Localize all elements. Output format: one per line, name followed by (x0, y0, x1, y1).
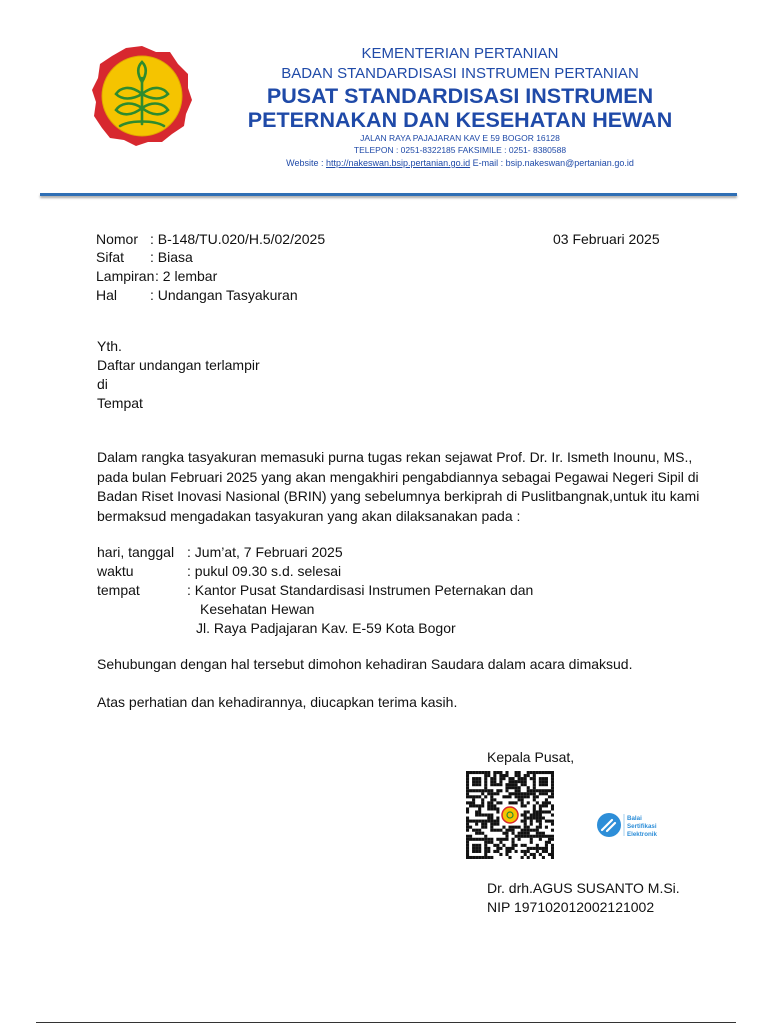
hal-label: Hal (96, 287, 118, 303)
contact-line (200, 158, 720, 168)
center-name-line1: PUSAT STANDARDISASI INSTRUMEN (266, 84, 654, 108)
email: E-mail : bsip.nakeswan@pertanian.go.id (470, 158, 634, 168)
header-divider (40, 193, 737, 196)
event-time-label: waktu (97, 563, 134, 579)
nomor-value: : B-148/TU.020/H.5/02/2025 (150, 231, 326, 247)
sifat-value: : Biasa (150, 249, 193, 265)
website-link[interactable]: http://nakeswan.bsip.pertanian.go.id (326, 158, 471, 168)
thanks-paragraph: Atas perhatian dan kehadirannya, diucapkan terima kasih. (97, 694, 458, 710)
hal-value: : Undangan Tasyakuran (150, 287, 298, 303)
qr-code-icon (466, 771, 554, 859)
body-line: pada bulan Februari 2025 yang akan mengakhiri pengabdiannya sebagai Pegawai Negeri Sipil di (97, 469, 699, 485)
ministry-logo-icon (90, 44, 194, 148)
recipient-salutation: Yth. (97, 338, 122, 354)
event-place-label: tempat (97, 582, 140, 598)
event-place-address: Jl. Raya Padjajaran Kav. E-59 Kota Bogor (196, 620, 456, 636)
recipient-place: Tempat (97, 395, 143, 411)
agency-name: BADAN STANDARDISASI INSTRUMEN PERTANIAN (281, 65, 639, 82)
center-name-line2: PETERNAKAN DAN KESEHATAN HEWAN (247, 108, 673, 132)
bsre-line2: Sertifikasi (627, 823, 657, 830)
signatory-name: Dr. drh.AGUS SUSANTO M.Si. (487, 880, 680, 896)
recipient-di: di (97, 376, 108, 392)
letter-date: 03 Februari 2025 (553, 231, 660, 247)
website-label: Website : (286, 158, 326, 168)
address: JALAN RAYA PAJAJARAN KAV E 59 BOGOR 16128 (360, 133, 560, 143)
nomor-label: Nomor (96, 231, 139, 247)
event-place-value-cont: Kesehatan Hewan (200, 601, 315, 617)
ministry-name: KEMENTERIAN PERTANIAN (361, 45, 559, 62)
event-date-value: : Jum’at, 7 Februari 2025 (187, 544, 343, 560)
bsre-line3: Elektronik (627, 831, 657, 838)
lampiran-value: : 2 lembar (155, 268, 218, 284)
body-line: Dalam rangka tasyakuran memasuki purna tugas rekan sejawat Prof. Dr. Ir. Ismeth Inounu, MS., (97, 449, 693, 465)
phone-fax: TELEPON : 0251-8322185 FAKSIMILE : 0251- 8380588 (353, 145, 567, 155)
bsre-logo (596, 809, 676, 841)
event-place-value: : Kantor Pusat Standardisasi Instrumen Peternakan dan (187, 582, 534, 598)
event-time-value: : pukul 09.30 s.d. selesai (187, 563, 342, 579)
body-line: bermaksud mengadakan tasyakuran yang akan dilaksanakan pada : (97, 508, 521, 524)
footer-divider (36, 1022, 736, 1023)
closing-paragraph: Sehubungan dengan hal tersebut dimohon kehadiran Saudara dalam acara dimaksud. (97, 656, 633, 672)
recipient-name: Daftar undangan terlampir (97, 357, 260, 373)
signatory-nip: NIP 197102012002121002 (487, 899, 655, 915)
bsre-line1: Balai (627, 815, 642, 822)
sifat-label: Sifat (96, 249, 125, 265)
event-date-label: hari, tanggal (97, 544, 175, 560)
lampiran-label: Lampiran (96, 268, 155, 284)
body-line: Badan Riset Inovasi Nasional (BRIN) yang sebelumnya berkiprah di Puslitbangnak,untuk itu kami (97, 488, 700, 504)
signatory-title: Kepala Pusat, (487, 749, 575, 765)
